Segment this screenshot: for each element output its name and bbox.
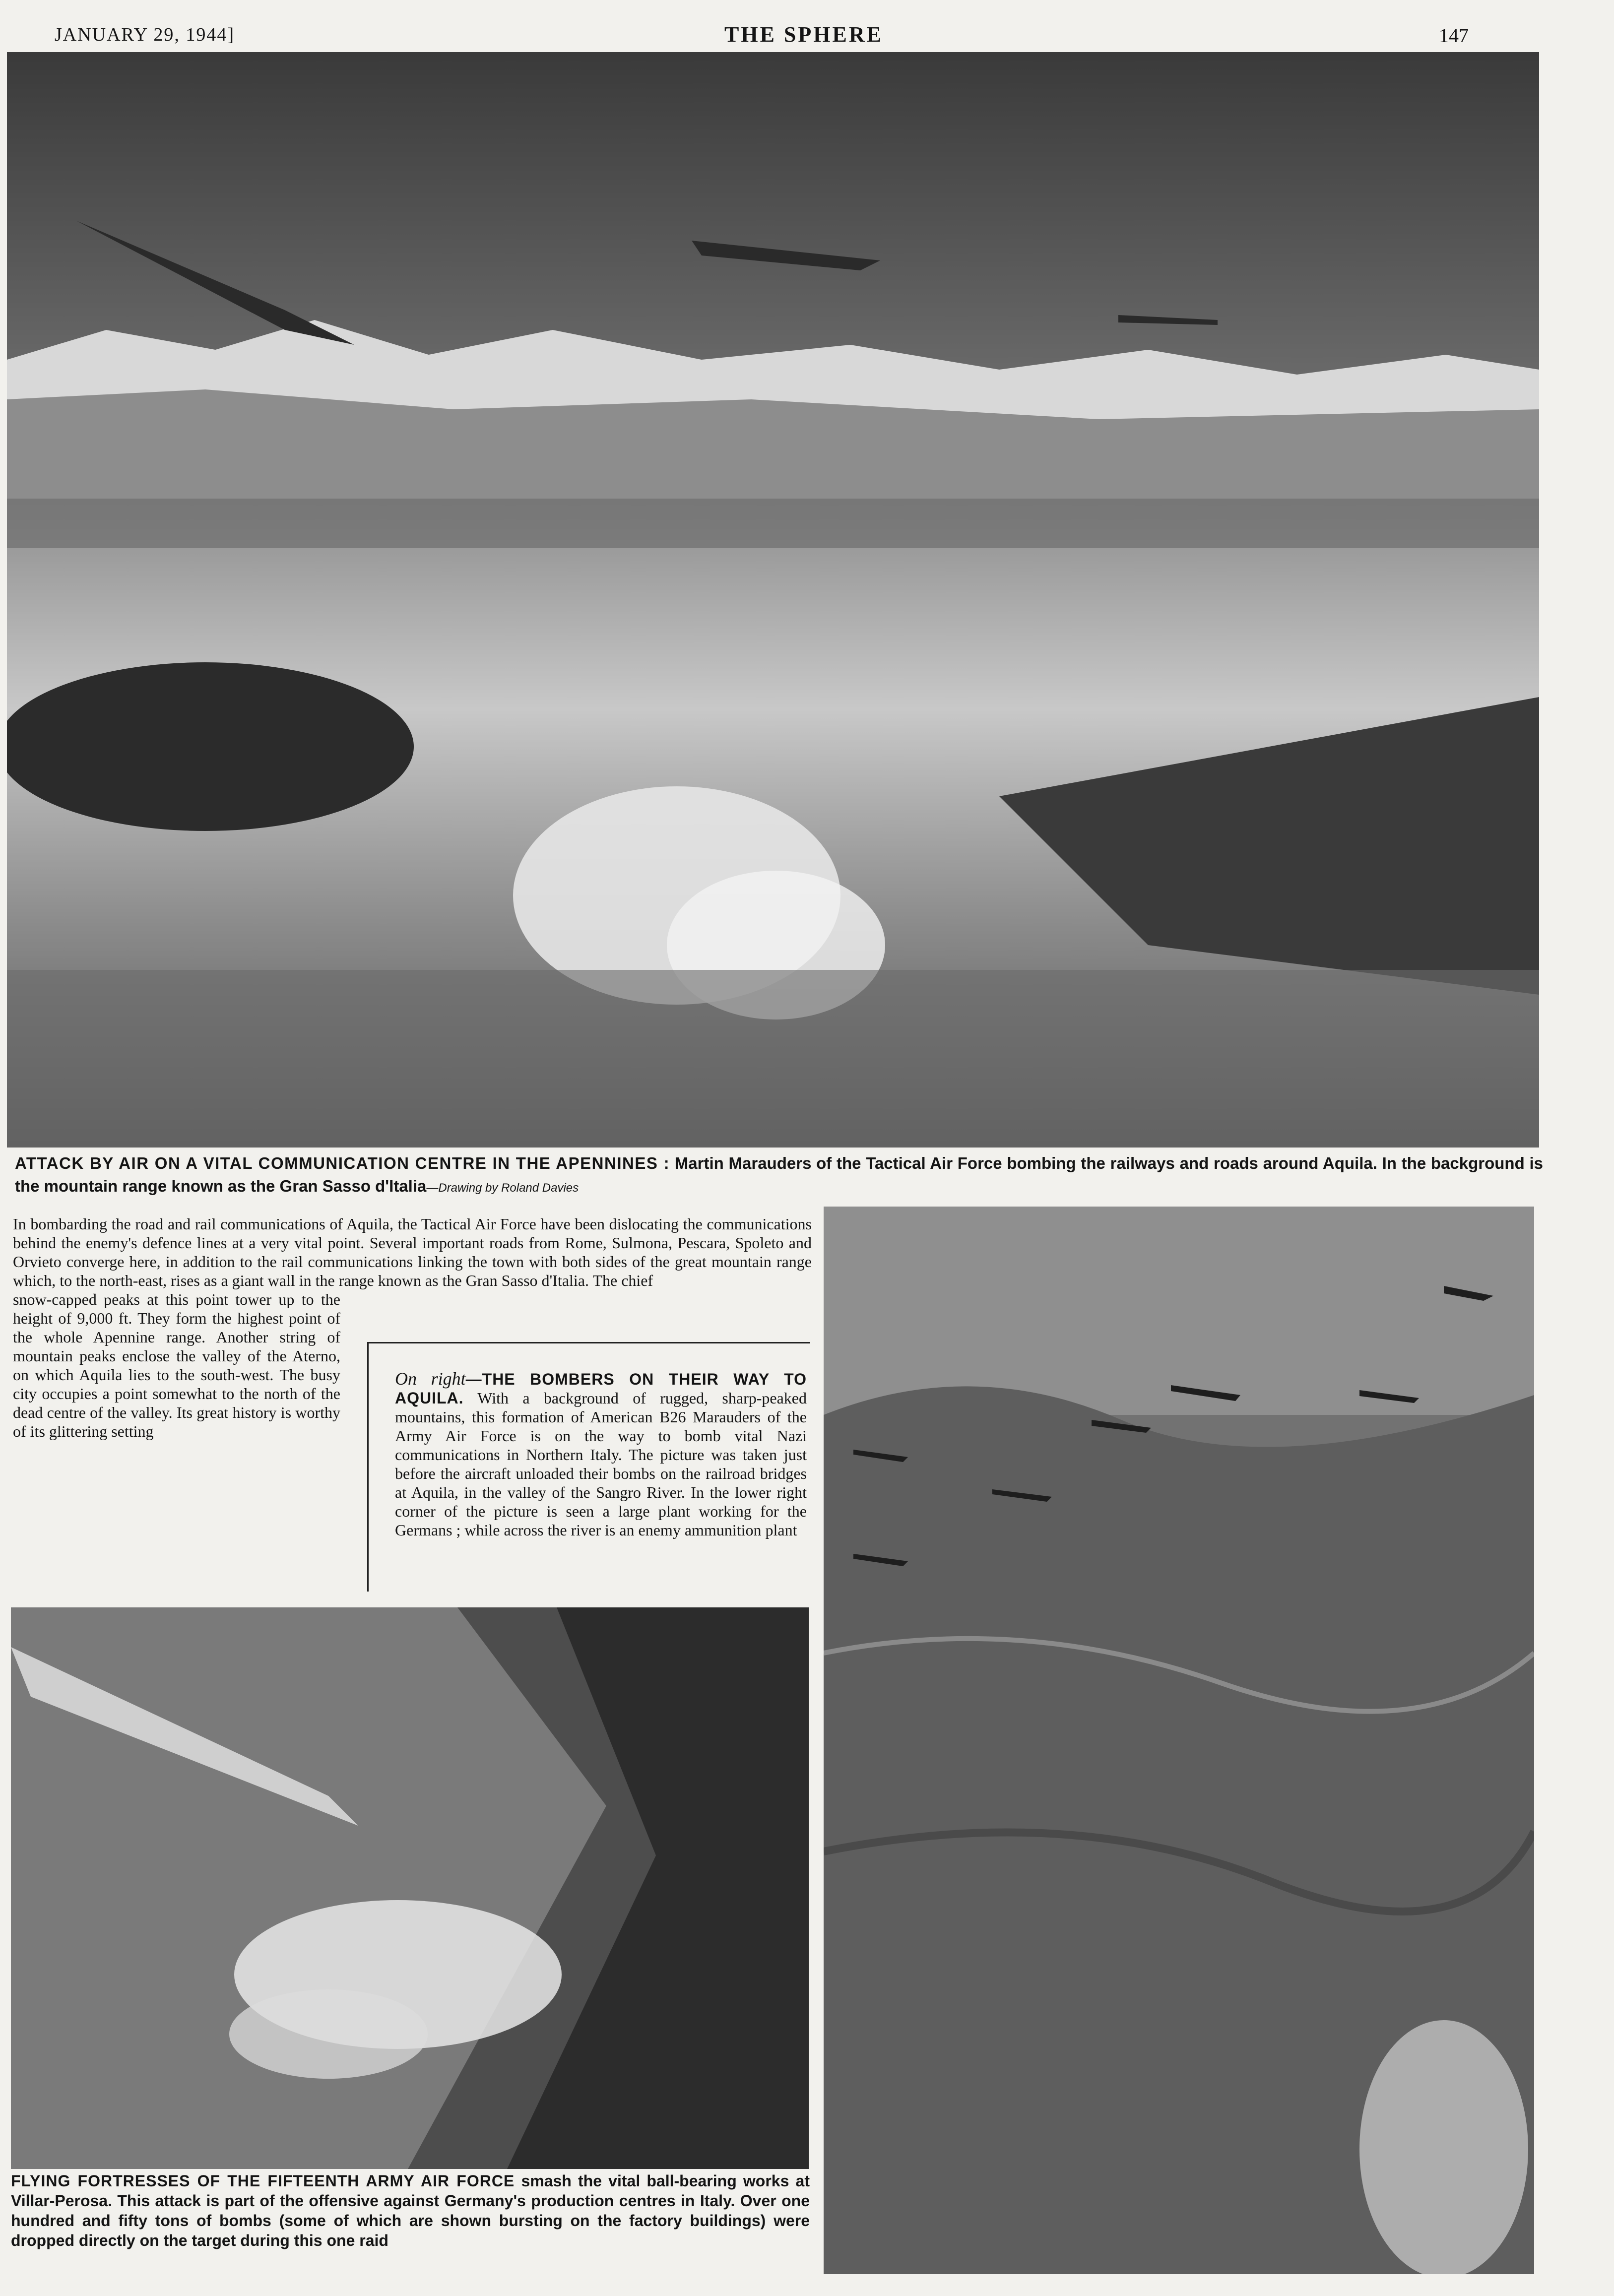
masthead: [0, 0, 1614, 52]
inset-caption-headline: —THE BOMBERS ON THEIR WAY TO AQUILA.: [395, 1370, 807, 1407]
page-number: 147: [1439, 24, 1469, 47]
inset-caption-pointer: On right: [395, 1369, 466, 1389]
villar-perosa-raid-photo: [11, 1607, 809, 2169]
issue-date: JANUARY 29, 1944]: [55, 24, 235, 45]
raid-caption: [11, 2171, 810, 2250]
drawing-caption-text: Martin Marauders of the Tactical Air Force bombing the railways and roads around Aquila. In the background is the mountain range known as the Gran Sasso d'Italia: [15, 1154, 1543, 1195]
drawing-caption: [15, 1152, 1543, 1200]
article-paragraph-wide: In bombarding the road and rail communications of Aquila, the Tactical Air Force have been dislocating the communications behind the enemy's defence lines at a very vital point. Several important roads from Rome, Sulmona, Pescara, Spoleto and Orvieto converge here, in addition to the rail communications linking the town with both sides of the great mountain range which, to the north-east, rises as a giant wall in the range known as the Gran Sasso d'Italia. The chief: [13, 1215, 812, 1289]
inset-caption-text: With a background of rugged, sharp-peaked mountains, this formation of American B26 Marauders of the Army Air Force is on the way to bomb vital Nazi communications in Northern Italy. The picture was taken just before the aircraft unloaded their bombs on the railroad bridges at Aquila, in the valley of the Sangro River. In the lower right corner of the picture is seen a large plant working for the Germans ; while across the river is an enemy ammunition plant: [395, 1389, 807, 1539]
aquila-attack-drawing: [7, 52, 1539, 1148]
drawing-credit: —Drawing by Roland Davies: [426, 1181, 579, 1195]
raid-caption-text: smash the vital ball-bearing works at Villar-Perosa. This attack is part of the offensive against Germany's production centres in Italy. Over one hundred and fifty tons of bombs (some of which are shown bursting on the factory buildings) were dropped directly on the target during this one raid: [11, 2172, 810, 2249]
inset-caption: [395, 1369, 807, 1539]
drawing-caption-headline: ATTACK BY AIR ON A VITAL COMMUNICATION CENTRE IN THE APENNINES :: [15, 1154, 670, 1172]
article-paragraph-narrow: snow-capped peaks at this point tower up to the height of 9,000 ft. They form the highest point of the whole Apennine range. Another string of mountain peaks enclose the valley of the Aterno, on which Aquila lies to the south-west. The busy city occupies a point somewhat to the north of the dead centre of the valley. Its great history is worthy of its glittering setting: [13, 1290, 340, 1440]
journal-title: THE SPHERE: [724, 22, 883, 47]
raid-caption-headline: FLYING FORTRESSES OF THE FIFTEENTH ARMY AIR FORCE: [11, 2172, 515, 2190]
bombers-formation-photo: [824, 1207, 1534, 2274]
